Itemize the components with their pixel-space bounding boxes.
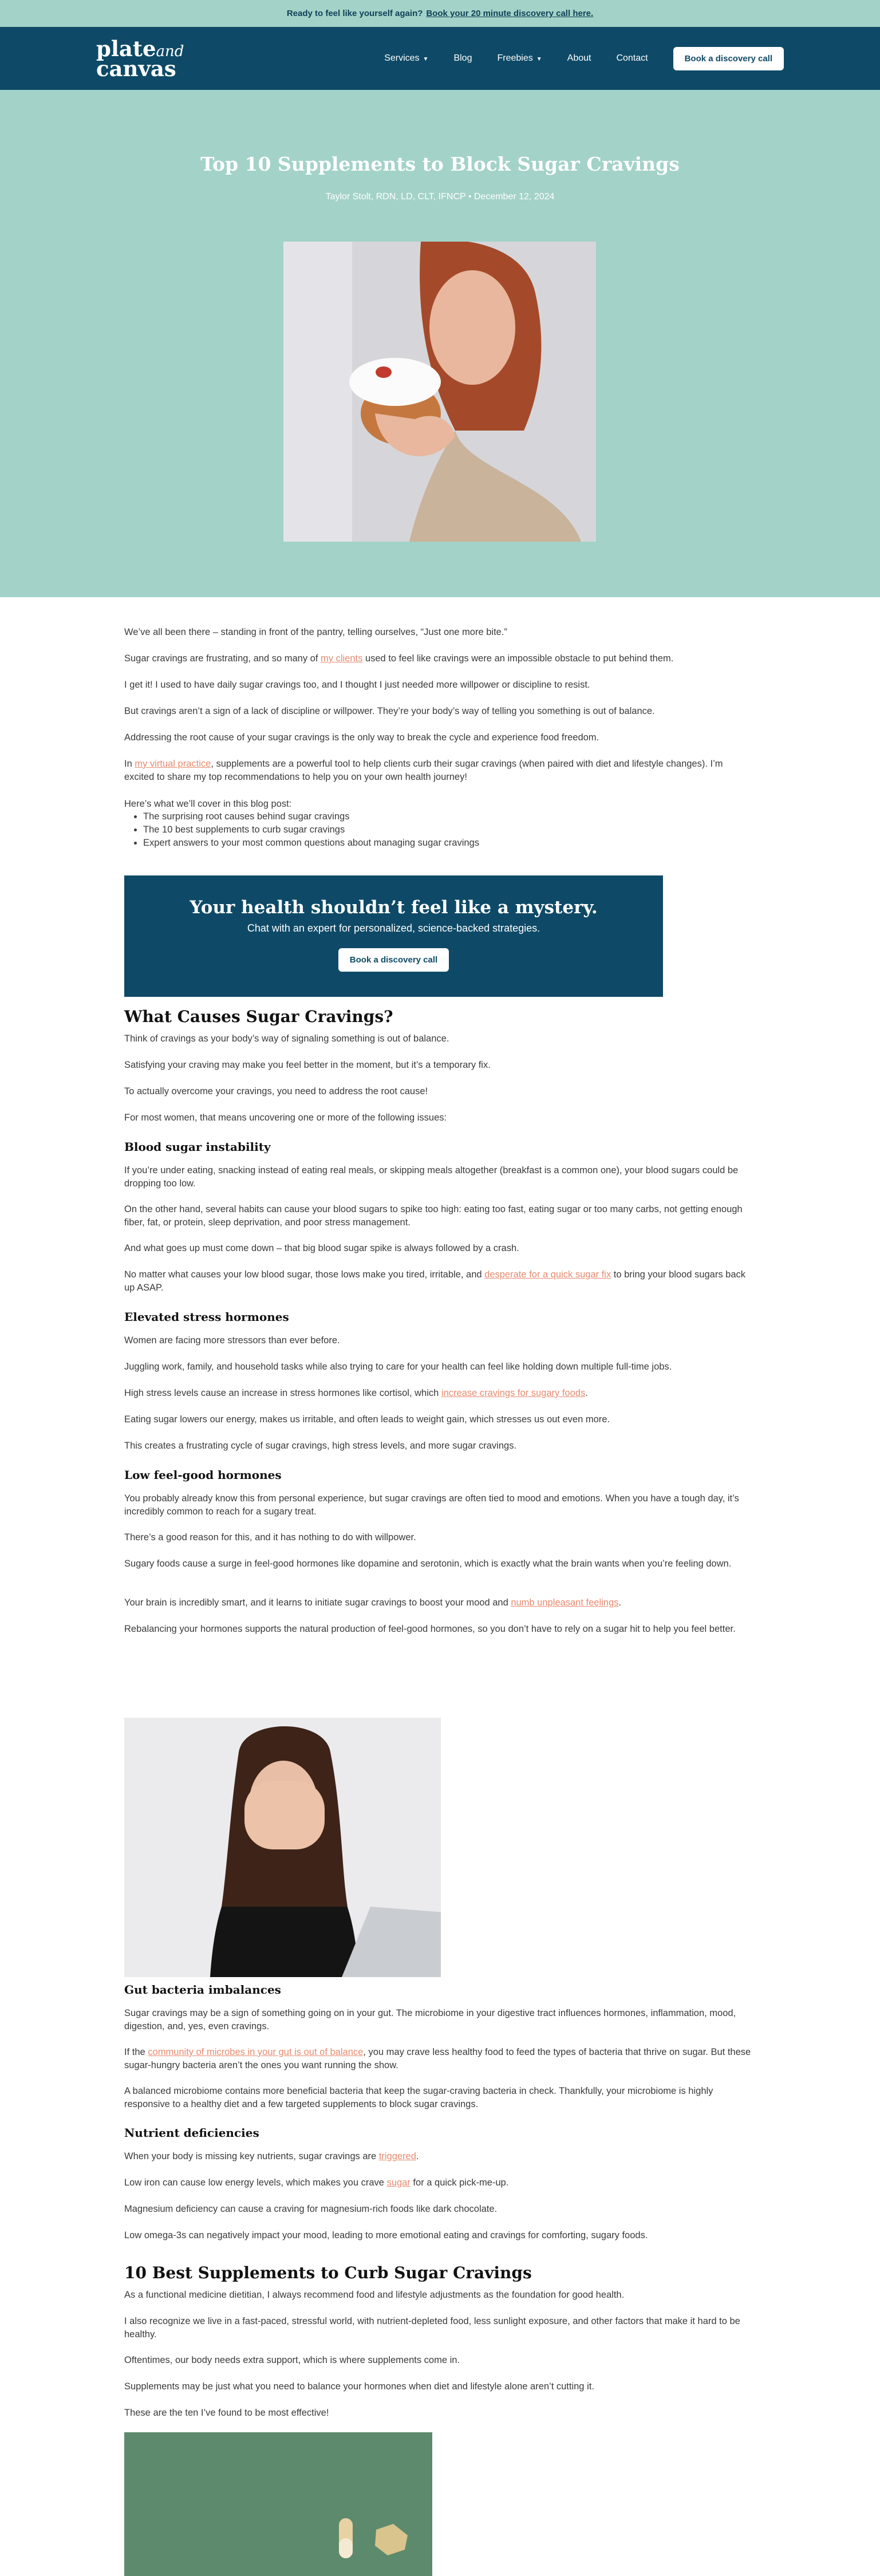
nutrients-p1: When your body is missing key nutrients, sugar cravings are triggered. [124, 2151, 419, 2161]
heading-blood-sugar: Blood sugar instability [124, 1140, 271, 1154]
nav-services[interactable] [384, 53, 428, 64]
stress-p3: High stress levels cause an increase in stress hormones like cortisol, which increase cravings for sugary foods. [124, 1388, 588, 1398]
gut-p1: Sugar cravings may be a sign of something going on in your gut. The microbiome in your digestive tract influences hormones, inflammation, mood, digestion, and, yes, even cravings. [124, 2008, 736, 2031]
nav-about[interactable] [567, 53, 591, 64]
feel-good-p5: Rebalancing your hormones supports the natural production of feel-good hormones, so you don’t have to rely on a sugar hit to help you feel better. [124, 1624, 736, 1634]
intro-p4: But cravings aren’t a sign of a lack of discipline or willpower. They’re your body’s way of telling you something is out of balance. [124, 706, 655, 716]
page-title: Top 10 Supplements to Block Sugar Cravings [200, 153, 680, 175]
heading-gut: Gut bacteria imbalances [124, 1983, 281, 1997]
nav-services-label: Services [384, 53, 420, 63]
list-item: • The surprising root causes behind sugar cravings [143, 810, 479, 823]
nav-blog-label: Blog [453, 53, 472, 63]
list-item: • Expert answers to your most common questions about managing sugar cravings [143, 837, 479, 850]
announcement-bar [0, 0, 880, 27]
header-cta-button[interactable]: Book a discovery call [673, 47, 784, 70]
nutrients-p2: Low iron can cause low energy levels, which makes you crave sugar for a quick pick-me-up. [124, 2177, 509, 2188]
link-sugar[interactable]: sugar [386, 2177, 411, 2188]
feel-good-p3: Sugary foods cause a surge in feel-good hormones like dopamine and serotonin, which is exactly what the brain wants when you’re feeling down. [124, 1559, 732, 1569]
site-header [0, 27, 880, 90]
causes-p2: Satisfying your craving may make you feel better in the moment, but it’s a temporary fix. [124, 1060, 491, 1070]
intro-p7: Here’s what we’ll cover in this blog post: [124, 799, 292, 809]
heading-feel-good: Low feel-good hormones [124, 1468, 282, 1482]
site-logo[interactable] [96, 35, 205, 81]
best-p5: These are the ten I’ve found to be most effective! [124, 2408, 329, 2418]
link-gut-microbes[interactable]: community of microbes in your gut is out of balance [148, 2047, 364, 2057]
heading-what-causes: What Causes Sugar Cravings? [124, 1007, 393, 1026]
link-quick-sugar-fix[interactable]: desperate for a quick sugar fix [484, 1269, 611, 1280]
post-byline: Taylor Stolt, RDN, LD, CLT, IFNCP • December 12, 2024 [325, 192, 555, 202]
blood-sugar-p3: And what goes up must come down – that big blood sugar spike is always followed by a crash. [124, 1243, 519, 1253]
announcement-link[interactable]: Book your 20 minute discovery call here. [426, 9, 594, 18]
nutrients-p4: Low omega-3s can negatively impact your mood, leading to more emotional eating and cravings for comforting, sugary foods. [124, 2230, 648, 2240]
announcement-text: Ready to feel like yourself again? [286, 9, 423, 18]
nav-freebies[interactable] [497, 53, 542, 64]
hero-image-woman-eating-cupcake [283, 242, 596, 542]
callout-title: Your health shouldn’t feel like a mystery. [190, 897, 598, 918]
link-triggered[interactable]: triggered [378, 2151, 416, 2161]
nav-contact-label: Contact [616, 53, 648, 63]
intro-p6: In my virtual practice, supplements are a powerful tool to help clients curb their sugar cravings (when paired with diet and lifestyle changes). I’m excited to share my top recommendations to help you on your own health journey! [124, 759, 723, 782]
heading-stress: Elevated stress hormones [124, 1310, 289, 1324]
causes-p1: Think of cravings as your body’s way of signaling something is out of balance. [124, 1033, 449, 1044]
logo-word-and: and [156, 42, 184, 60]
nav-blog[interactable] [453, 53, 472, 64]
blood-sugar-p2: On the other hand, several habits can cause your blood sugars to spike too high: eating too fast, eating sugar or too many carbs, not getting enough fiber, fat, or protein, sleep deprivation, and poor stress management. [124, 1204, 743, 1228]
link-numb-feelings[interactable]: numb unpleasant feelings [511, 1597, 619, 1608]
image-stressed-woman [124, 1718, 441, 1977]
hero-section [0, 90, 880, 597]
link-my-virtual-practice[interactable]: my virtual practice [135, 759, 211, 769]
image-supplement-capsule [124, 2432, 432, 2576]
causes-p4: For most women, that means uncovering one or more of the following issues: [124, 1113, 447, 1123]
intro-p3: I get it! I used to have daily sugar cravings too, and I thought I just needed more willpower or discipline to resist. [124, 680, 590, 690]
chevron-down-icon: ▼ [536, 56, 542, 62]
chevron-down-icon: ▼ [423, 56, 429, 62]
logo-word-plate: plate [96, 35, 156, 61]
gut-p3: A balanced microbiome contains more beneficial bacteria that keep the sugar-craving bacteria in check. Thankfully, your microbiome is highly responsive to a healthy diet and a few targeted supplements to block sugar cravings. [124, 2086, 713, 2109]
nav-about-label: About [567, 53, 591, 63]
stress-p2: Juggling work, family, and household tasks while also trying to care for your health can feel like holding down multiple full-time jobs. [124, 1362, 672, 1372]
discovery-callout [124, 875, 663, 997]
gut-p2: If the community of microbes in your gut is out of balance, you may crave less healthy food to feed the types of bacteria that thrive on sugar. But these sugar-hungry bacteria aren’t the ones you want running the show. [124, 2047, 751, 2070]
intro-list [143, 810, 479, 850]
stress-p4: Eating sugar lowers our energy, makes us irritable, and often leads to weight gain, which stresses us out even more. [124, 1414, 610, 1425]
stress-p5: This creates a frustrating cycle of sugar cravings, high stress levels, and more sugar cravings. [124, 1441, 517, 1451]
feel-good-p4: Your brain is incredibly smart, and it learns to initiate sugar cravings to boost your mood and numb unpleasant feelings. [124, 1597, 621, 1608]
nav-contact[interactable] [616, 53, 648, 64]
heading-nutrients: Nutrient deficiencies [124, 2126, 259, 2140]
blood-sugar-p1: If you’re under eating, snacking instead of eating real meals, or skipping meals altogether (breakfast is a common one), your blood sugars could be dropping too low. [124, 1165, 739, 1189]
feel-good-p1: You probably already know this from personal experience, but sugar cravings are often tied to mood and emotions. When you have a tough day, it’s incredibly common to reach for a sugary treat. [124, 1493, 739, 1517]
intro-p2: Sugar cravings are frustrating, and so many of my clients used to feel like cravings were an impossible obstacle to put behind them. [124, 653, 674, 664]
callout-button[interactable]: Book a discovery call [338, 948, 449, 972]
causes-p3: To actually overcome your cravings, you need to address the root cause! [124, 1086, 428, 1096]
stress-p1: Women are facing more stressors than ever before. [124, 1335, 340, 1346]
best-p4: Supplements may be just what you need to balance your hormones when diet and lifestyle alone aren’t cutting it. [124, 2381, 594, 2392]
callout-subtitle: Chat with an expert for personalized, science-backed strategies. [247, 922, 540, 934]
list-item: • The 10 best supplements to curb sugar cravings [143, 823, 479, 837]
best-p1: As a functional medicine dietitian, I always recommend food and lifestyle adjustments as the foundation for good health. [124, 2290, 625, 2300]
nutrients-p3: Magnesium deficiency can cause a craving for magnesium-rich foods like dark chocolate. [124, 2204, 498, 2214]
feel-good-p2: There’s a good reason for this, and it has nothing to do with willpower. [124, 1532, 416, 1543]
main-nav [384, 47, 784, 70]
intro-p5: Addressing the root cause of your sugar cravings is the only way to break the cycle and experience food freedom. [124, 732, 599, 743]
nav-freebies-label: Freebies [497, 53, 533, 63]
link-increase-cravings[interactable]: increase cravings for sugary foods [441, 1388, 586, 1398]
heading-best-supplements: 10 Best Supplements to Curb Sugar Cravings [124, 2263, 532, 2282]
logo-word-canvas: canvas [96, 56, 176, 81]
best-p2: I also recognize we live in a fast-paced, stressful world, with nutrient-depleted food, less sunlight exposure, and other factors that make it hard to be healthy. [124, 2316, 740, 2340]
link-my-clients[interactable]: my clients [321, 653, 363, 664]
blood-sugar-p4: No matter what causes your low blood sugar, those lows make you tired, irritable, and desperate for a quick sugar fix to bring your blood sugars back up ASAP. [124, 1269, 746, 1293]
intro-p1: We’ve all been there – standing in front of the pantry, telling ourselves, “Just one more bite.” [124, 627, 507, 637]
best-p3: Oftentimes, our body needs extra support, which is where supplements come in. [124, 2355, 460, 2365]
